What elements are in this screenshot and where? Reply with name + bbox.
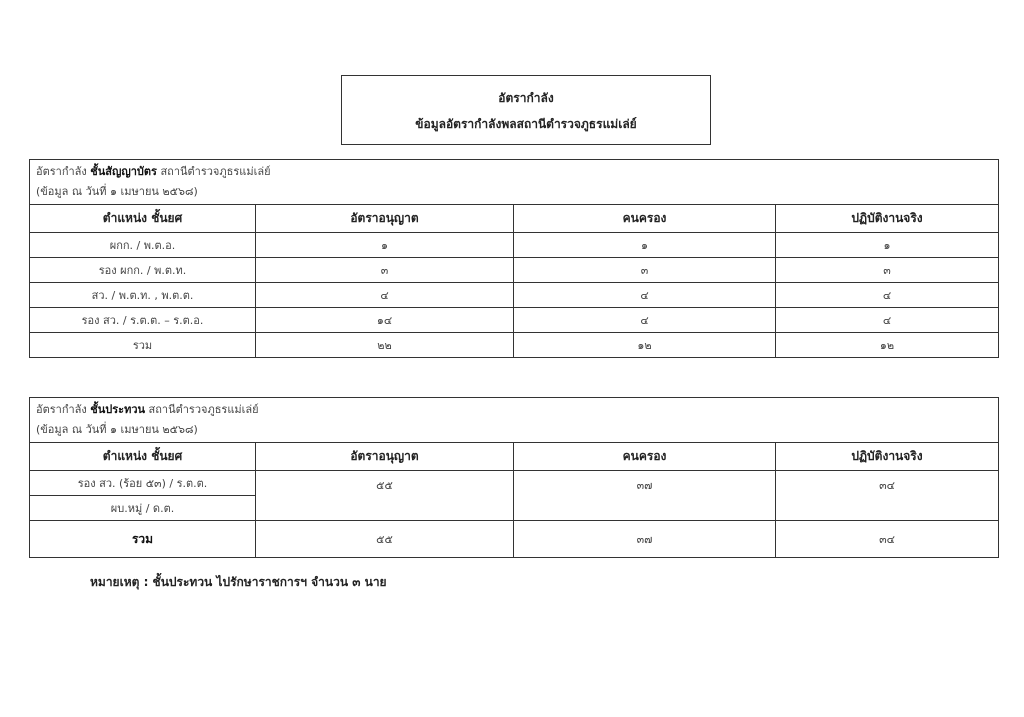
total-occupied: ๑๒ (514, 333, 776, 358)
actual-cell: ๓ (776, 258, 999, 283)
caption-station: สถานีตำรวจภูธรแม่เล่ย์ (148, 403, 259, 416)
page-subtitle: ข้อมูลอัตรากำลังพลสถานีตำรวจภูธรแม่เล่ย์ (415, 117, 637, 131)
table-row (30, 283, 999, 308)
caption-rank-class: ชั้นประทวน (90, 403, 146, 416)
caption-prefix: อัตรากำลัง (36, 403, 87, 416)
col-header-occupied: คนครอง (514, 205, 776, 233)
header-row (30, 205, 999, 233)
position-cell: รอง สว. / ร.ต.ต. – ร.ต.อ. (30, 308, 256, 333)
header-row (30, 443, 999, 471)
total-row (30, 333, 999, 358)
non-commissioned-officers-table (29, 397, 999, 558)
col-header-position: ตำแหน่ง ชั้นยศ (30, 443, 256, 471)
col-header-actual: ปฏิบัติงานจริง (776, 205, 999, 233)
authorized-cell: ๑๔ (256, 308, 514, 333)
position-cell: ผบ.หมู่ / ด.ต. (30, 496, 256, 521)
position-cell: รอง ผกก. / พ.ต.ท. (30, 258, 256, 283)
total-row (30, 521, 999, 558)
table-row (30, 471, 999, 496)
actual-cell: ๑ (776, 233, 999, 258)
table-row (30, 258, 999, 283)
total-occupied: ๓๗ (514, 521, 776, 558)
footnote: หมายเหตุ : ชั้นประทวน ไปรักษาราชการฯ จำนวน ๓ นาย (90, 575, 387, 589)
caption-date: (ข้อมูล ณ วันที่ ๑ เมษายน ๒๕๖๘) (36, 185, 198, 198)
authorized-cell: ๑ (256, 233, 514, 258)
total-authorized: ๕๕ (256, 521, 514, 558)
page-title: อัตรากำลัง (498, 91, 554, 105)
caption-station: สถานีตำรวจภูธรแม่เล่ย์ (160, 165, 271, 178)
occupied-cell: ๓๗ (514, 471, 776, 521)
col-header-authorized: อัตราอนุญาต (256, 205, 514, 233)
col-header-position: ตำแหน่ง ชั้นยศ (30, 205, 256, 233)
occupied-cell: ๔ (514, 308, 776, 333)
caption-rank-class: ชั้นสัญญาบัตร (90, 165, 157, 178)
total-label: รวม (30, 333, 256, 358)
occupied-cell: ๔ (514, 283, 776, 308)
position-cell: รอง สว. (ร้อย ๕๓) / ร.ต.ต. (30, 471, 256, 496)
caption-date: (ข้อมูล ณ วันที่ ๑ เมษายน ๒๕๖๘) (36, 423, 198, 436)
table-row (30, 233, 999, 258)
actual-cell: ๔ (776, 283, 999, 308)
col-header-authorized: อัตราอนุญาต (256, 443, 514, 471)
title-box (341, 75, 711, 145)
table-caption (30, 160, 999, 205)
position-cell: ผกก. / พ.ต.อ. (30, 233, 256, 258)
caption-prefix: อัตรากำลัง (36, 165, 87, 178)
col-header-actual: ปฏิบัติงานจริง (776, 443, 999, 471)
actual-cell: ๓๔ (776, 471, 999, 521)
total-actual: ๑๒ (776, 333, 999, 358)
table-row (30, 308, 999, 333)
occupied-cell: ๑ (514, 233, 776, 258)
table-caption (30, 398, 999, 443)
total-actual: ๓๔ (776, 521, 999, 558)
actual-cell: ๔ (776, 308, 999, 333)
total-authorized: ๒๒ (256, 333, 514, 358)
position-cell: สว. / พ.ต.ท. , พ.ต.ต. (30, 283, 256, 308)
authorized-cell: ๓ (256, 258, 514, 283)
total-label: รวม (30, 521, 256, 558)
commissioned-officers-table (29, 159, 999, 358)
col-header-occupied: คนครอง (514, 443, 776, 471)
authorized-cell: ๕๕ (256, 471, 514, 521)
authorized-cell: ๔ (256, 283, 514, 308)
occupied-cell: ๓ (514, 258, 776, 283)
